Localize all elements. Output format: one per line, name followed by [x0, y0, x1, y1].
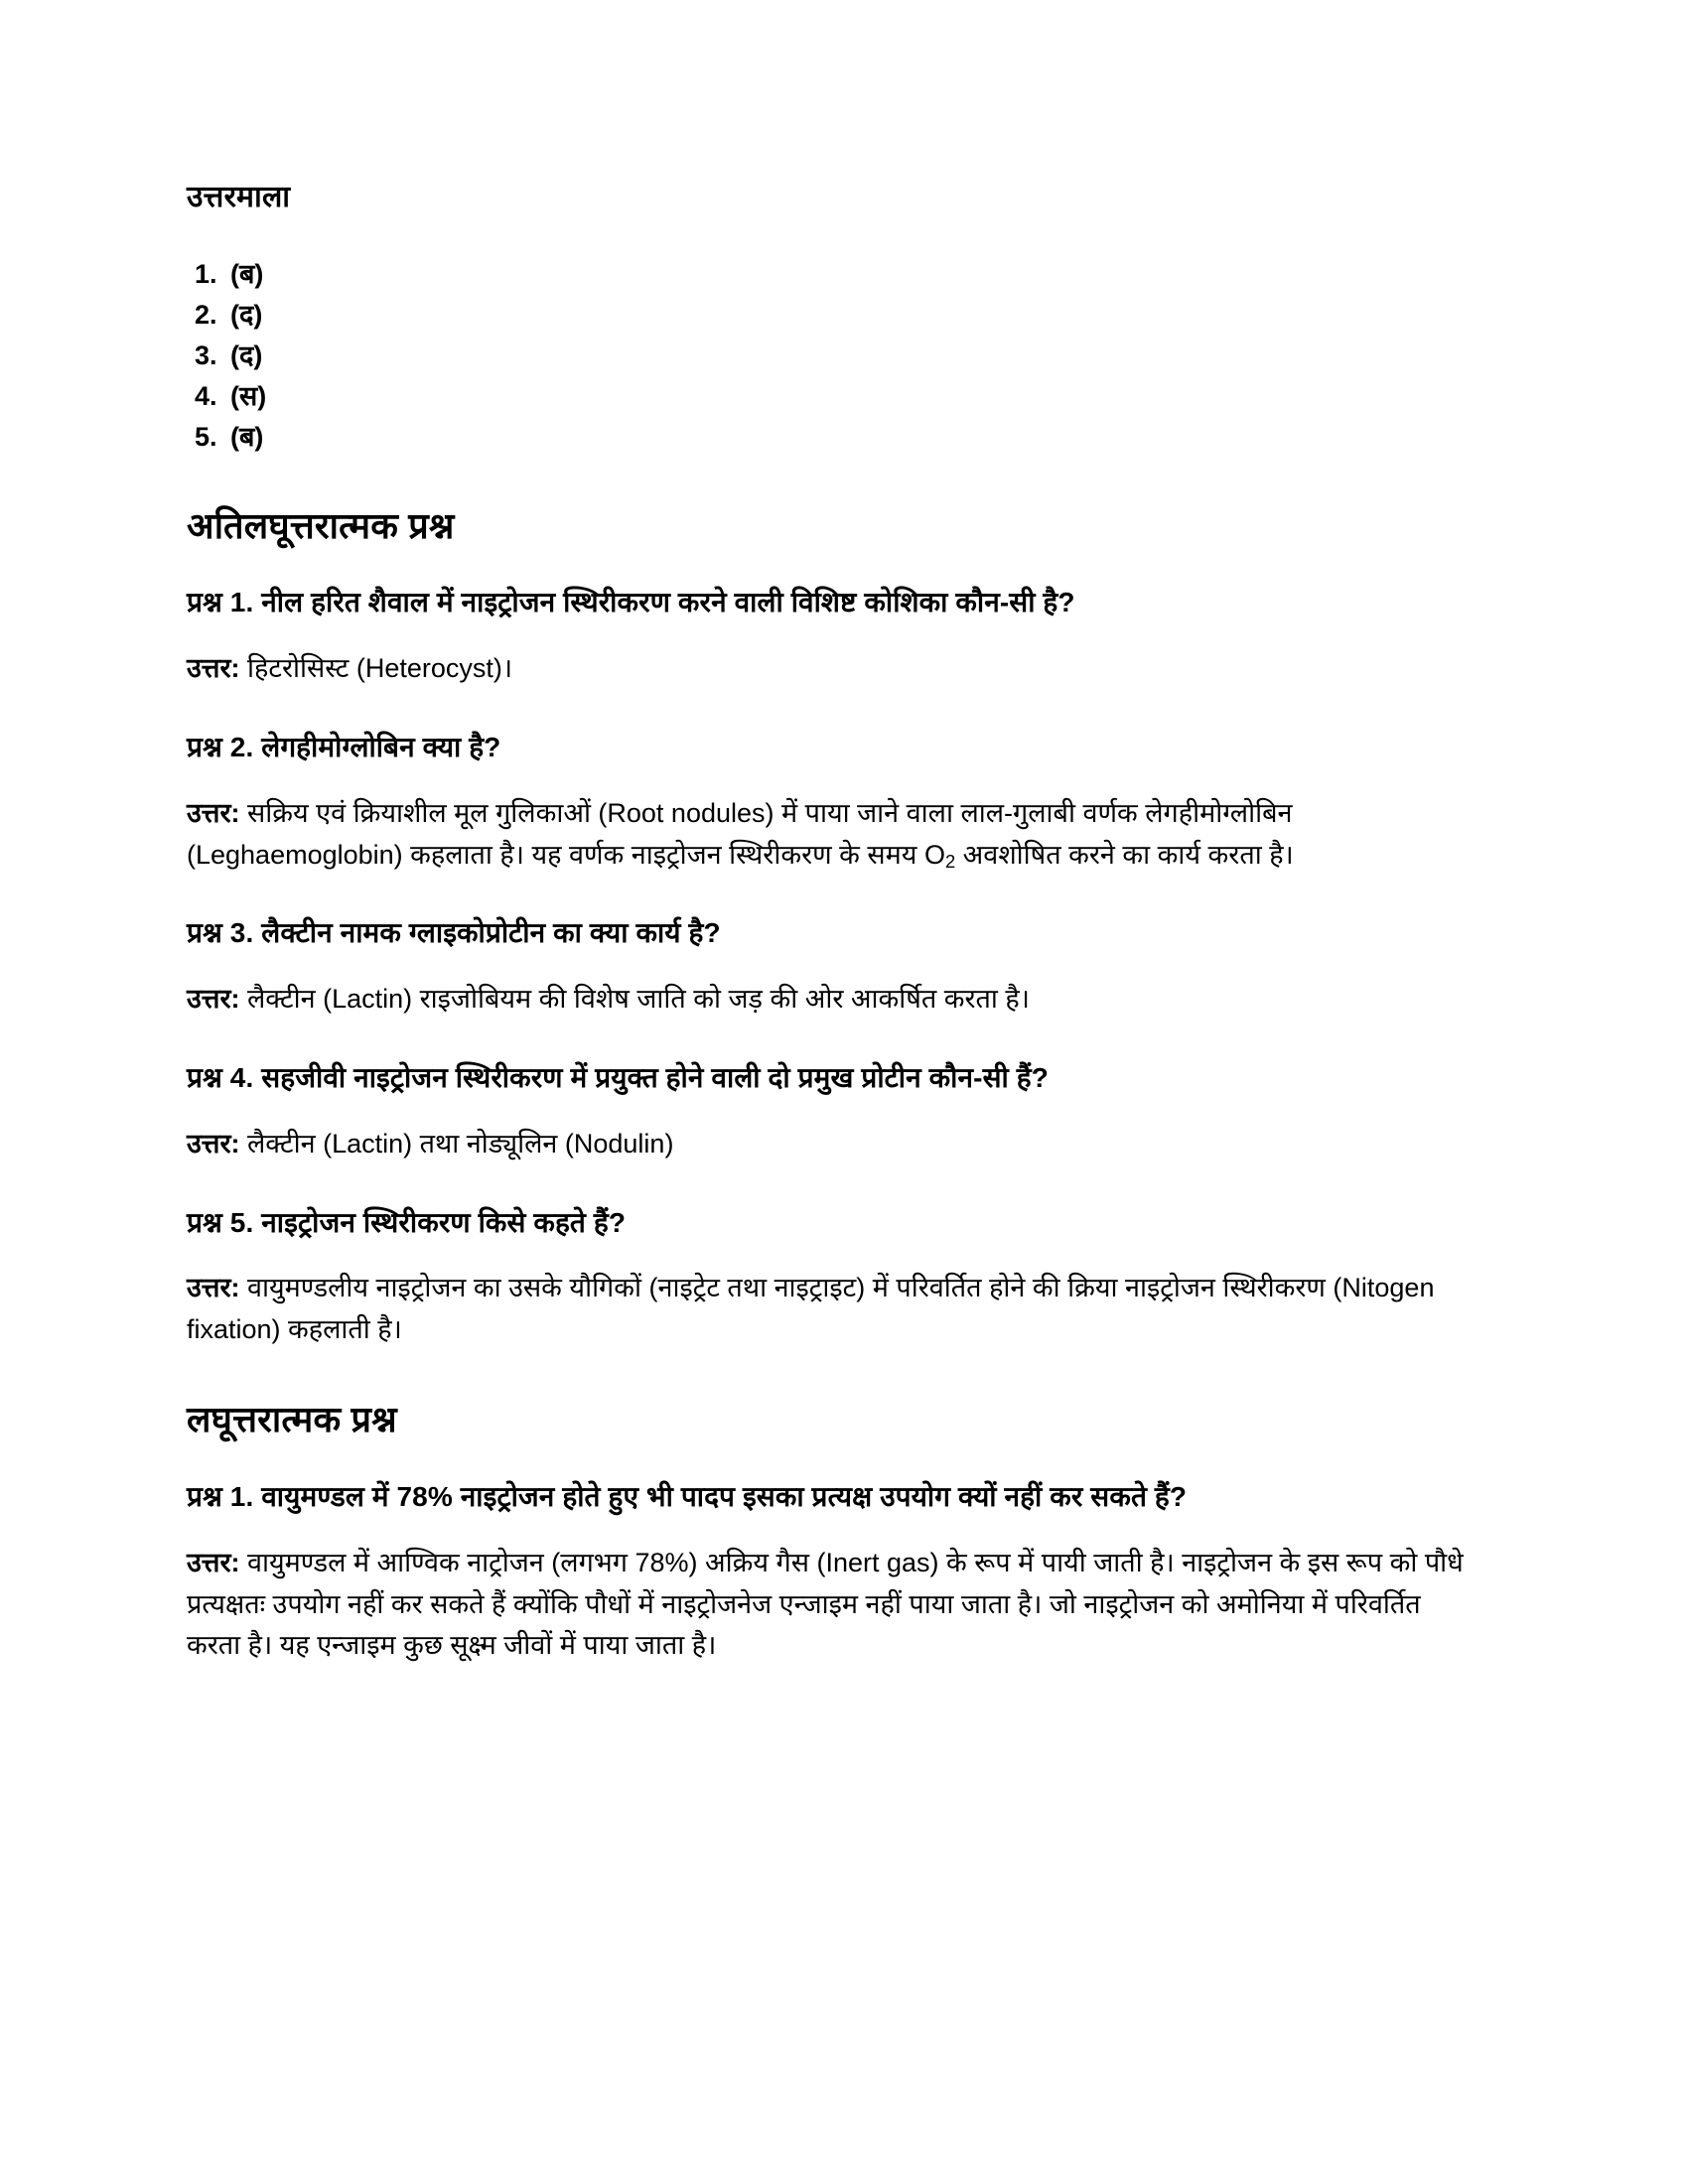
question-text: प्रश्न 3. लैक्टीन नामक ग्लाइकोप्रोटीन का क्या कार्य है? [187, 917, 721, 949]
answer-label: उत्तर: [187, 1273, 240, 1303]
answer-body: हिटरोसिस्ट (Heterocyst)। [239, 653, 513, 684]
answer-label: उत्तर: [187, 653, 240, 684]
question-text: प्रश्न 5. नाइट्रोजन स्थिरीकरण किसे कहते हैं? [187, 1206, 627, 1238]
answer-label: उत्तर: [187, 797, 240, 828]
answer-text [187, 979, 1465, 1021]
oxygen-subscript: 2 [944, 850, 956, 872]
answer-key-option: (ब) [230, 258, 264, 289]
list-item [187, 295, 1465, 336]
section-heading-short-answer: लघूत्तरात्मक प्रश्न [187, 1399, 397, 1440]
answer-key-option: (द) [230, 299, 263, 330]
answer-body: वायुमण्डलीय नाइट्रोजन का उसके यौगिकों (नाइट्रेट तथा नाइट्राइट) में परिवर्तित होने की क्रिया नाइट्रोजन स्थिरीकरण (Nitogen fixation) कहलाती है। [187, 1273, 1435, 1345]
qa-block [187, 728, 1465, 876]
answer-body: लैक्टीन (Lactin) तथा नोड्यूलिन (Nodulin) [239, 1128, 674, 1159]
list-item [187, 376, 1465, 417]
answer-text [187, 1268, 1465, 1351]
answer-key-option: (द) [230, 340, 263, 370]
answer-text [187, 793, 1465, 877]
answer-key-option: (स) [230, 380, 267, 411]
question-text: प्रश्न 1. नील हरित शैवाल में नाइट्रोजन स्थिरीकरण करने वाली विशिष्ट कोशिका कौन-सी है? [187, 587, 1075, 618]
qa-block [187, 1058, 1465, 1165]
question-text: प्रश्न 4. सहजीवी नाइट्रोजन स्थिरीकरण में प्रयुक्त होने वाली दो प्रमुख प्रोटीन कौन-सी हैं? [187, 1062, 1049, 1094]
qa-block [187, 1477, 1465, 1667]
answer-body: सक्रिय एवं क्रियाशील मूल गुलिकाओं (Root nodules) में पाया जाने वाला लाल-गुलाबी वर्णक लेगहीमोग्लोबिन (Leghaemoglobin) कहलाता है। यह वर्णक नाइट्रोजन स्थिरीकरण के समय O [187, 797, 1293, 870]
page-title: उत्तरमाला [187, 181, 291, 213]
answer-text [187, 648, 1465, 690]
question-text: प्रश्न 2. लेगहीमोग्लोबिन क्या है? [187, 732, 501, 763]
answer-key-list [187, 254, 1465, 458]
list-item [187, 417, 1465, 458]
question-text: प्रश्न 1. वायुमण्डल में 78% नाइट्रोजन होते हुए भी पादप इसका प्रत्यक्ष उपयोग क्यों नहीं कर सकते हैं? [187, 1480, 1188, 1512]
qa-block [187, 583, 1465, 690]
answer-body: लैक्टीन (Lactin) राइजोबियम की विशेष जाति को जड़ की ओर आकर्षित करता है। [239, 984, 1030, 1015]
answer-body-continued: अवशोषित करने का कार्य करता है। [955, 839, 1294, 870]
answer-label: उत्तर: [187, 984, 240, 1015]
answer-text [187, 1543, 1465, 1668]
section-heading-very-short-answer: अतिलघूत्तरात्मक प्रश्न [187, 504, 455, 546]
qa-block [187, 1203, 1465, 1351]
answer-label: उत्तर: [187, 1547, 240, 1577]
answer-body: वायुमण्डल में आण्विक नाट्रोजन (लगभग 78%) अक्रिय गैस (Inert gas) के रूप में पायी जाती है। नाइट्रोजन के इस रूप को पौधे प्रत्यक्षतः उपयोग नहीं कर सकते हैं क्योंकि पौधों में नाइट्रोजनेज एन्जाइम नहीं पाया जाता है। जो नाइट्रोजन को अमोनिया में परिवर्तित करता है। यह एन्जाइम कुछ सूक्ष्म जीवों में पाया जाता है। [187, 1547, 1464, 1661]
answer-key-option: (ब) [230, 421, 264, 452]
qa-block [187, 913, 1465, 1021]
list-item [187, 254, 1465, 295]
answer-label: उत्तर: [187, 1128, 240, 1159]
list-item [187, 336, 1465, 376]
answer-text [187, 1124, 1465, 1165]
